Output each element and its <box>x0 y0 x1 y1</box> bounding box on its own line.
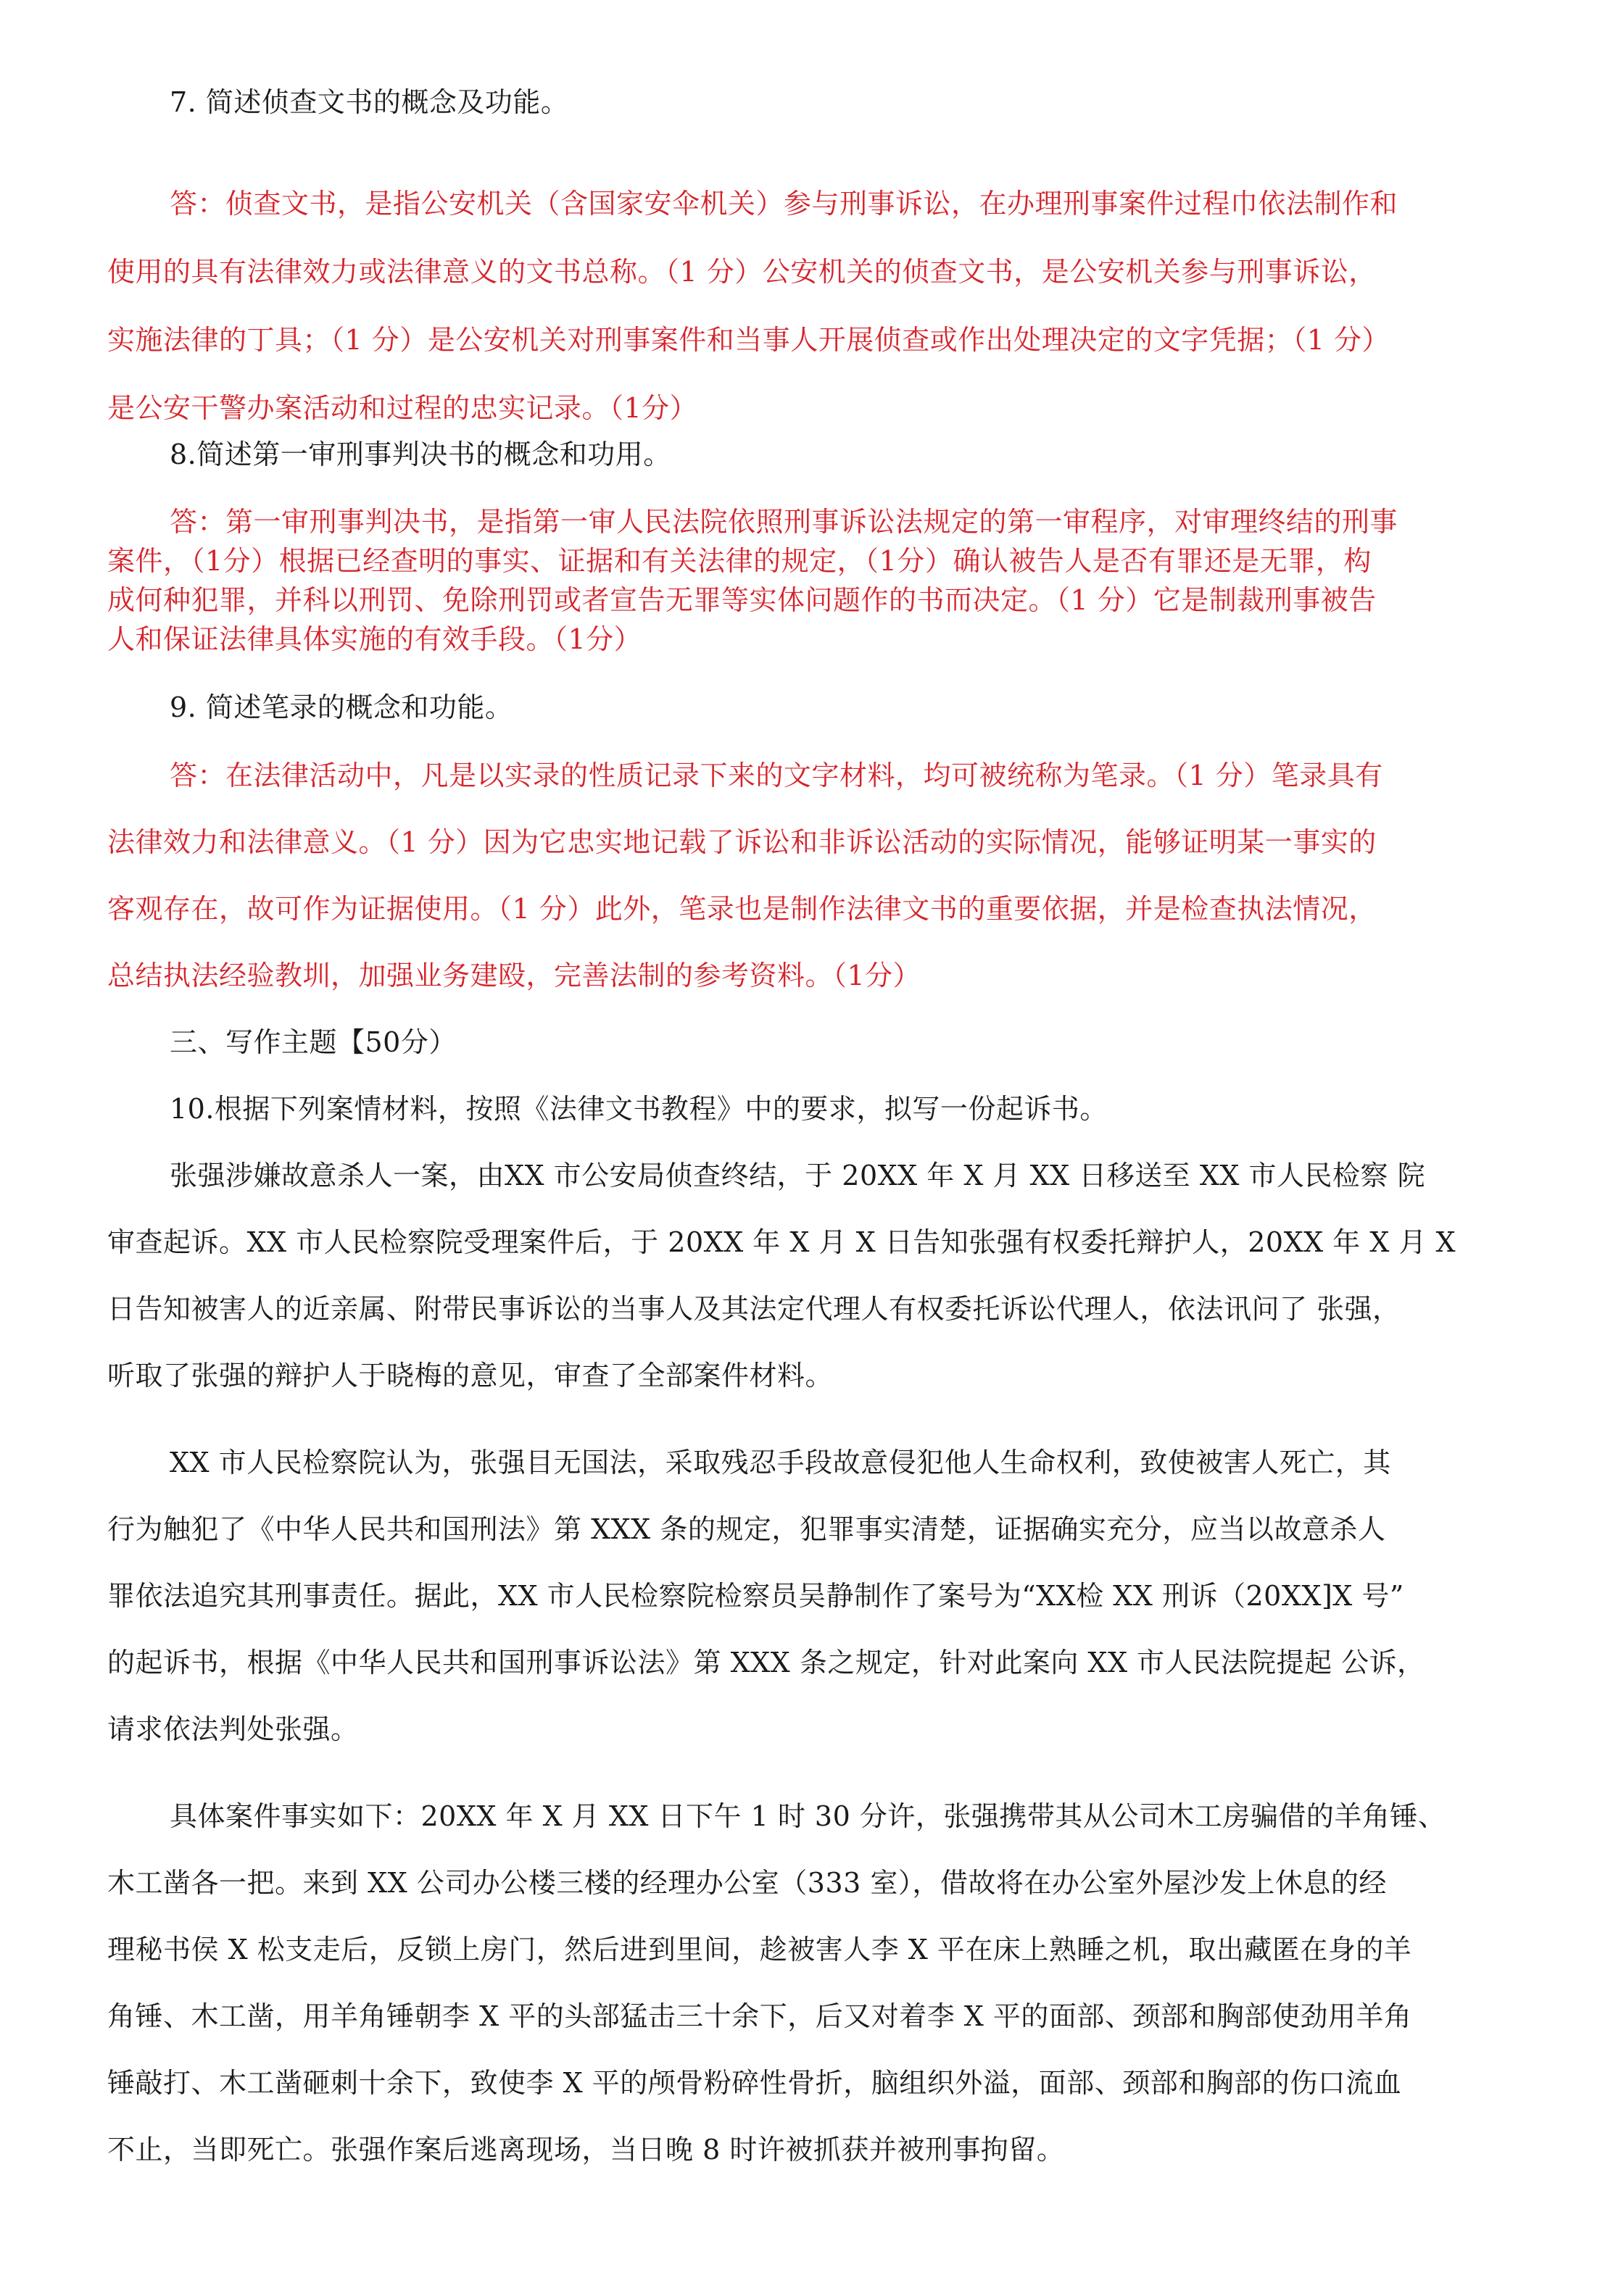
q8-answer-line: 案件，（1分）根据已经查明的事实、证据和有关法律的规定，（1分）确认被告人是否有罪还是无罪，构 <box>107 545 1372 577</box>
q9-answer-line: 答：在法律活动中，凡是以实录的性质记录下来的文字材料，均可被统称为笔录。（1 分）笔录具有 <box>170 760 1383 791</box>
q7-answer-line: 使用的具有法律效力或法律意义的文书总称。（1 分）公安机关的侦查文书，是公安机关参与刑事诉讼， <box>107 256 1377 288</box>
q10-paragraph-line: 的起诉书，根据《中华人民共和国刑事诉讼法》第 XXX 条之规定，针对此案向 XX 市人民法院提起 公诉， <box>107 1647 1425 1679</box>
q10-paragraph-line: 角锤、木工凿，用羊角锤朝李 X 平的头部猛击三十余下，后又对着李 X 平的面部、颈部和胸部使劲用羊角 <box>107 2000 1412 2032</box>
q10-paragraph-line: 日告知被害人的近亲属、附带民事诉讼的当事人及其法定代理人有权委托诉讼代理人，依法讯问了 张强， <box>107 1293 1401 1325</box>
q10-paragraph-line: 理秘书侯 X 松支走后，反锁上房门，然后进到里间，趁被害人李 X 平在床上熟睡之机，取出藏匿在身的羊 <box>107 1934 1412 1966</box>
q9-answer-line: 法律效力和法律意义。（1 分）因为它忠实地记载了诉讼和非诉讼活动的实际情况，能够证明某一事实的 <box>107 826 1377 858</box>
q9-answer-line: 客观存在，故可作为证据使用。（1 分）此外，笔录也是制作法律文书的重要依据，并是检查执法情况， <box>107 893 1377 925</box>
q10-paragraph-line: 木工凿各一把。来到 XX 公司办公楼三楼的经理办公室（333 室），借故将在办公室外屋沙发上休息的经 <box>107 1867 1387 1899</box>
q10-paragraph-line: 审查起诉。XX 市人民检察院受理案件后，于 20XX 年 X 月 X 日告知张强有权委托辩护人，20XX 年 X 月 X <box>107 1226 1456 1258</box>
q10-paragraph-line: 张强涉嫌故意杀人一案，由XX 市公安局侦查终结，于 20XX 年 X 月 XX 日移送至 XX 市人民检察 院 <box>170 1160 1426 1191</box>
q10-paragraph-line: 请求依法判处张强。 <box>107 1713 359 1745</box>
q9-answer-line: 总结执法经验教圳，加强业务建殴，完善法制的参考资料。（1分） <box>107 960 921 991</box>
q10-paragraph-line: XX 市人民检察院认为，张强目无国法，采取残忍手段故意侵犯他人生命权利，致使被害人死亡，其 <box>170 1447 1391 1478</box>
q7-title: 7. 简述侦查文书的概念及功能。 <box>170 86 569 118</box>
q8-answer-line: 成何种犯罪，并科以刑罚、免除刑罚或者宣告无罪等实体问题作的书而决定。（1 分）它是制裁刑事被告 <box>107 584 1377 616</box>
q10-title: 10.根据下列案情材料，按照《法律文书教程》中的要求，拟写一份起诉书。 <box>170 1093 1108 1125</box>
q10-paragraph-line: 听取了张强的辩护人于晓梅的意见，审查了全部案件材料。 <box>107 1360 834 1392</box>
q10-paragraph-line: 罪依法追究其刑事责任。据此，XX 市人民检察院检察员吴静制作了案号为“XX检 XX 刑诉（20XX]X 号” <box>107 1580 1404 1612</box>
q8-title: 8.简述第一审刑事判决书的概念和功用。 <box>170 438 671 470</box>
section-heading: 三、写作主题【50分） <box>170 1026 457 1058</box>
q7-answer-line: 答：侦查文书，是指公安机关（含国家安伞机关）参与刑事诉讼，在办理刑事案件过程巾依法制作和 <box>170 188 1398 220</box>
q7-answer-line: 是公安干警办案活动和过程的忠实记录。（1分） <box>107 392 698 424</box>
q10-paragraph-line: 具体案件事实如下：20XX 年 X 月 XX 日下午 1 时 30 分许，张强携带其从公司木工房骗借的羊角锤、 <box>170 1800 1446 1832</box>
q10-paragraph-line: 锤敲打、木工凿砸刺十余下，致使李 X 平的颅骨粉碎性骨折，脑组织外溢，面部、颈部和胸部的伤口流血 <box>107 2067 1402 2099</box>
q10-paragraph-line: 不止，当即死亡。张强作案后逃离现场，当日晚 8 时许被抓获并被刑事拘留。 <box>107 2134 1065 2166</box>
q8-answer-line: 答：第一审刑事判决书，是指第一审人民法院依照刑事诉讼法规定的第一审程序，对审理终结的刑事 <box>170 506 1398 538</box>
q9-title: 9. 简述笔录的概念和功能。 <box>170 691 513 723</box>
q8-answer-line: 人和保证法律具体实施的有效手段。（1分） <box>107 623 642 655</box>
q10-paragraph-line: 行为触犯了《中华人民共和国刑法》第 XXX 条的规定，犯罪事实清楚，证据确实充分，应当以故意杀人 <box>107 1513 1386 1545</box>
q7-answer-line: 实施法律的丁具；（1 分）是公安机关对刑事案件和当事人开展侦查或作出处理决定的文字凭据；（1 分） <box>107 324 1390 356</box>
